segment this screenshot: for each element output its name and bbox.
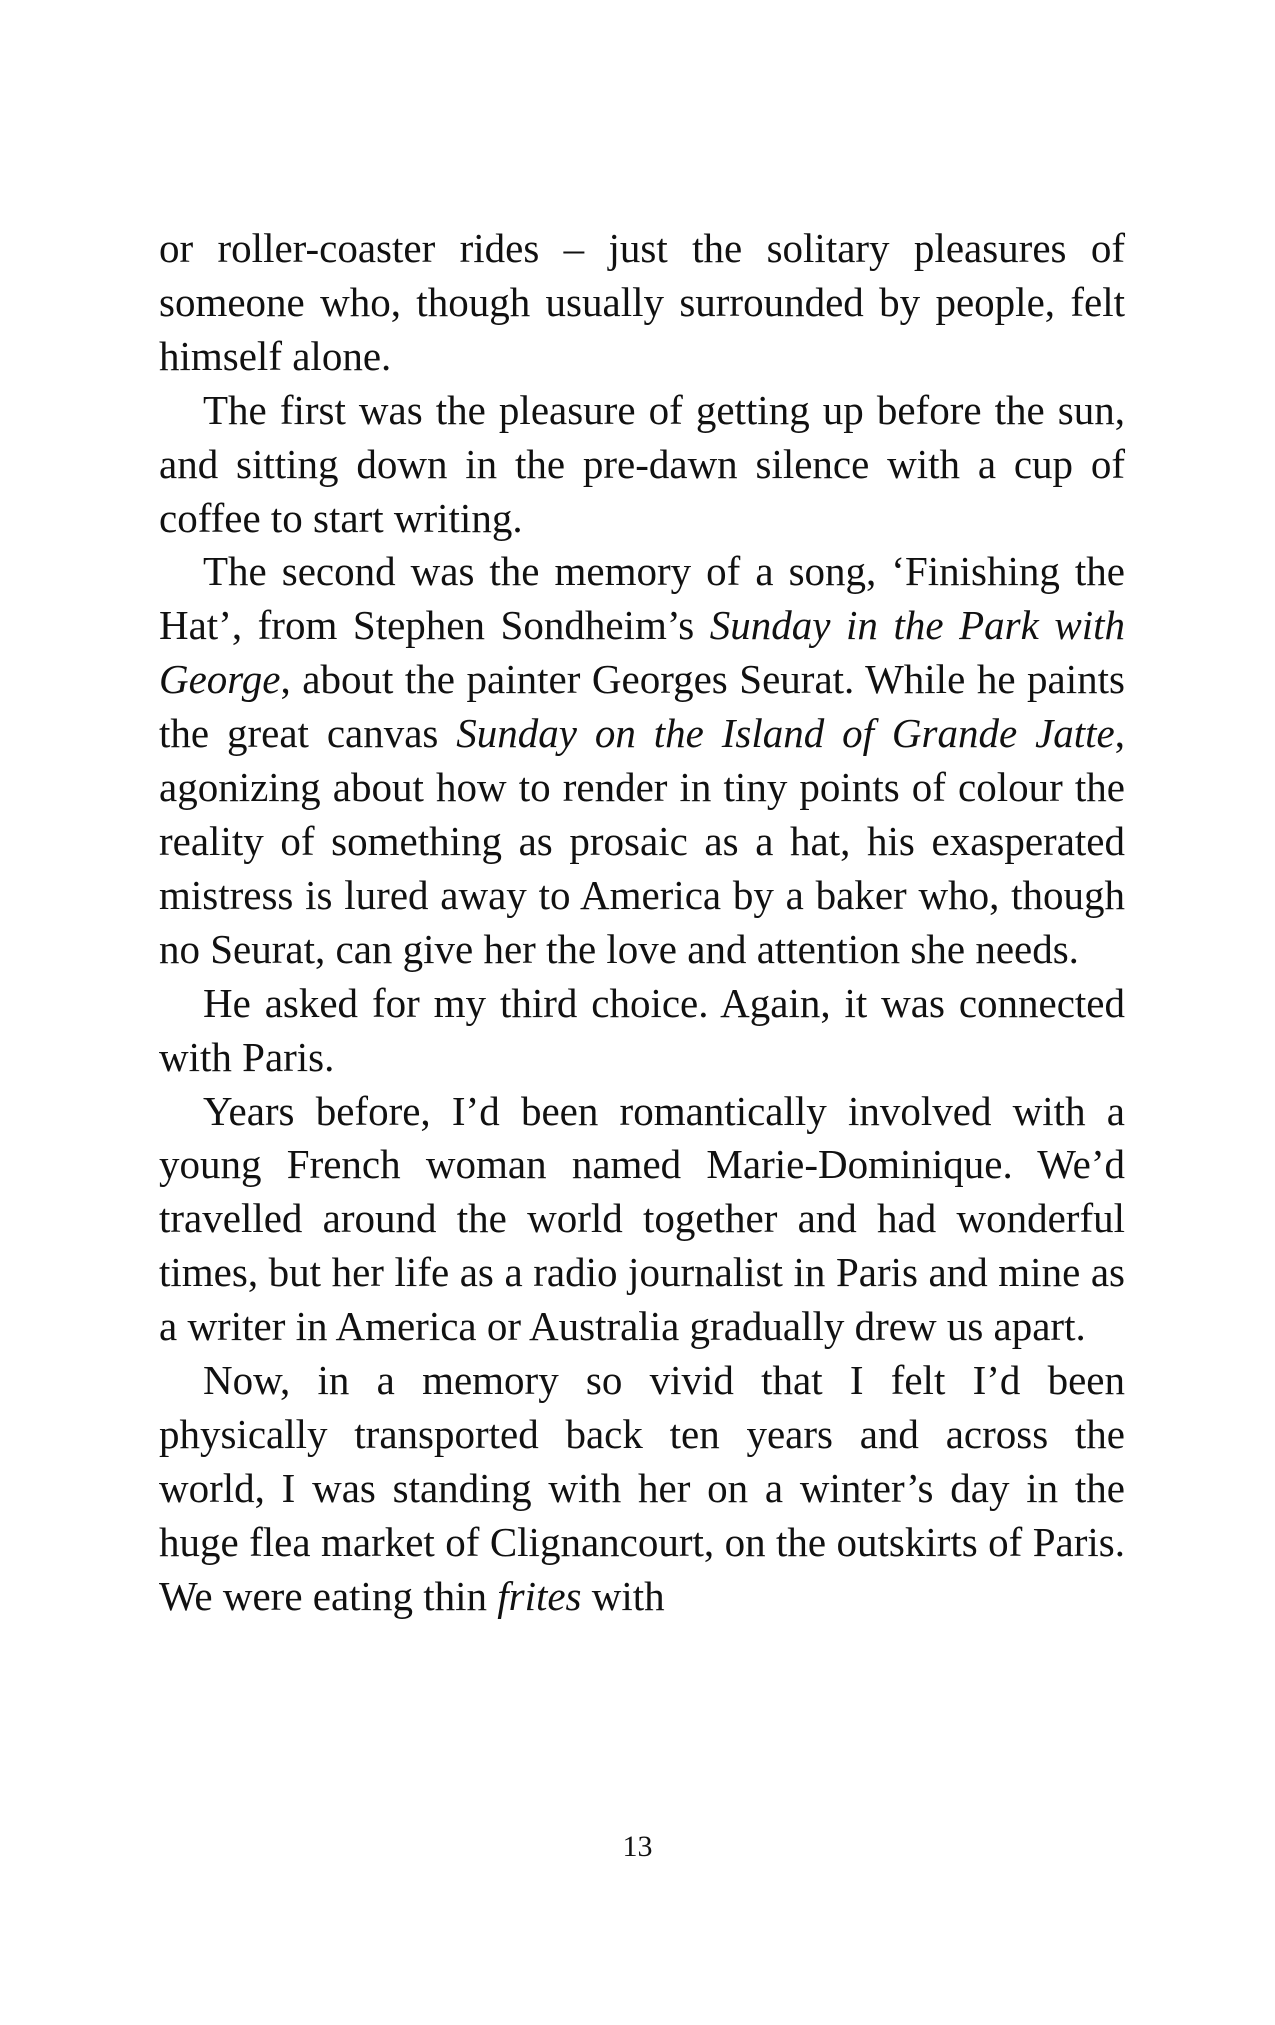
body-text bbox=[159, 222, 1125, 1624]
title-musical: Sunday in the Park with George bbox=[159, 602, 1125, 703]
paragraph: The second was the memory of a song, ‘Finishing the Hat’, from Stephen Sondheim’s Sunday in the Park with George, about the painter Georges Seurat. While he paints the great canvas Sunday on the Island of Grande Jatte, agonizing about how to render in tiny points of colour the reality of something as prosaic as a hat, his exasperated mistress is lured away to America by a baker who, though no Seurat, can give her the love and attention she needs. bbox=[159, 548, 1125, 972]
title-painting: Sunday on the Island of Grande Jatte bbox=[456, 710, 1115, 757]
page-number: 13 bbox=[622, 1830, 653, 1863]
paragraph: Years before, I’d been romantically involved with a young French woman named Marie-Dominique. We’d travelled around the world together and had wonderful times, but her life as a radio journalist in Paris and mine as a writer in America or Australia gradually drew us apart. bbox=[159, 1087, 1125, 1350]
paragraph: He asked for my third choice. Again, it was connected with Paris. bbox=[159, 979, 1125, 1080]
italic-word: frites bbox=[497, 1572, 582, 1619]
paragraph-continued: or roller-coaster rides – just the solitary pleasures of someone who, though usually surrounded by people, felt himself alone. bbox=[159, 225, 1125, 379]
paragraph: The first was the pleasure of getting up before the sun, and sitting down in the pre-dawn silence with a cup of coffee to start writing. bbox=[159, 386, 1125, 541]
paragraph: Now, in a memory so vivid that I felt I’d been physically transported back ten years and across the world, I was standing with her on a winter’s day in the huge flea market of Clignancourt, on the outskirts of Paris. We were eating thin frites with bbox=[159, 1357, 1125, 1619]
